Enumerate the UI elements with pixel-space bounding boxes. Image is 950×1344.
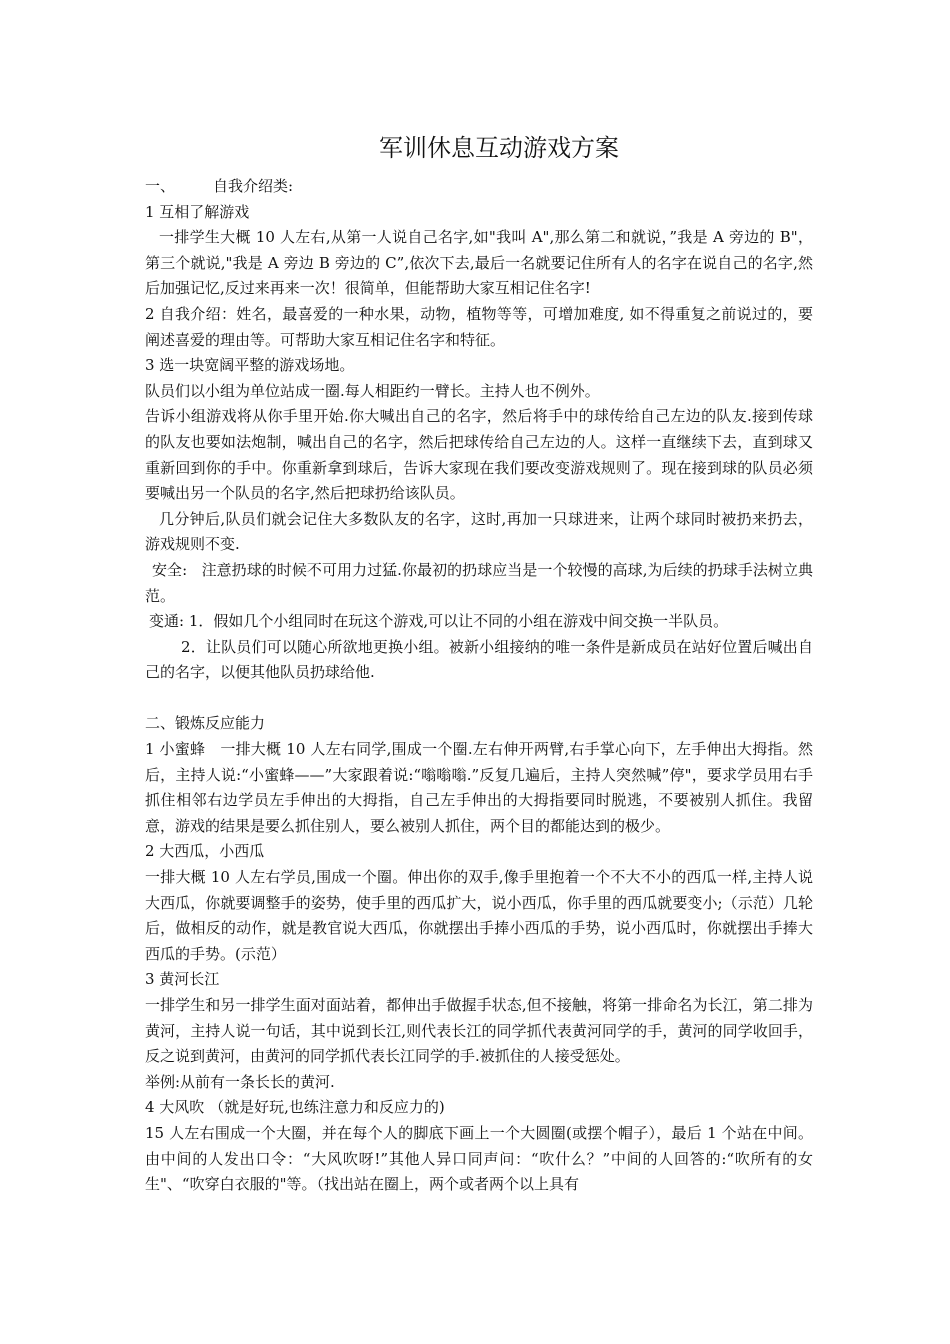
paragraph: 几分钟后,队员们就会记住大多数队友的名字，这时,再加一只球进来，让两个球同时被扔来扔去，游戏规则不变. (145, 509, 813, 554)
item-heading: 2 大西瓜，小西瓜 (145, 842, 265, 861)
document-page (145, 128, 813, 1198)
section1-number: 一、 (145, 177, 176, 195)
item-heading: 3 黄河长江 (145, 970, 220, 989)
paragraph: 2 自我介绍：姓名，最喜爱的一种水果，动物，植物等等，可增加难度, 如不得重复之前说过的，要阐述喜爱的理由等。可帮助大家互相记住名字和特征。 (145, 304, 813, 349)
paragraph: 2．让队员们可以随心所欲地更换小组。被新小组接纳的唯一条件是新成员在站好位置后喊出自己的名字，以便其他队员扔球给他. (145, 637, 813, 682)
paragraph: 一排学生和另一排学生面对面站着，都伸出手做握手状态,但不接触，将第一排命名为长江，第二排为黄河，主持人说一句话，其中说到长江,则代表长江的同学抓代表黄河同学的手，黄河的同学收回手，反之说到黄河，由黄河的同学抓代表长江同学的手.被抓住的人接受惩处。 (145, 996, 813, 1066)
paragraph: 一排学生大概 10 人左右,从第一人说自己名字,如"我叫 A",那么第二和就说，”我是 A 旁边的 B"，第三个就说,"我是 A 旁边 B 旁边的 C”,依次下去,最后一名就要记住所有人的名字在说自己的名字,然后加强记忆,反过来再来一次！很简单，但能帮助大家互相记住名字! (145, 228, 813, 298)
section1-title: 自我介绍类: (213, 177, 294, 195)
section2-heading: 二、锻炼反应能力 (145, 714, 266, 733)
paragraph: 变通: 1．假如几个小组同时在玩这个游戏,可以让不同的小组在游戏中间交换一半队员。 (149, 612, 729, 631)
paragraph: 队员们以小组为单位站成一圈.每人相距约一臂长。主持人也不例外。 (145, 381, 600, 400)
paragraph: 1 小蜜蜂 一排大概 10 人左右同学,围成一个圈.左右伸开两臂,右手掌心向下，左手伸出大拇指。然后，主持人说:“小蜜蜂——”大家跟着说:“嗡嗡嗡.”反复几遍后，主持人突然喊”停"，要求学员用右手抓住相邻右边学员左手伸出的大拇指，自己左手伸出的大拇指要同时脱逃，不要被别人抓住。我留意，游戏的结果是要么抓住别人，要么被别人抓住，两个目的都能达到的极少。 (145, 740, 813, 835)
item-heading: 3 选一块宽阔平整的游戏场地。 (145, 356, 355, 375)
section1-heading (145, 174, 813, 200)
spacer (145, 686, 813, 712)
paragraph: 告诉小组游戏将从你手里开始.你大喊出自己的名字，然后将手中的球传给自己左边的队友.接到传球的队友也要如法炮制，喊出自己的名字，然后把球传给自己左边的人。这样一直继续下去，直到球又重新回到你的手中。你重新拿到球后，告诉大家现在我们要改变游戏规则了。现在接到球的队员必须要喊出另一个队员的名字,然后把球扔给该队员。 (145, 407, 813, 503)
item-heading: 1 互相了解游戏 (145, 202, 250, 221)
item-heading: 4 大风吹 （就是好玩,也练注意力和反应力的) (145, 1098, 445, 1117)
paragraph: 15 人左右围成一个大圈，并在每个人的脚底下画上一个大圆圈(或摆个帽子），最后 1 个站在中间。由中间的人发出口令：“大风吹呀!”其他人异口同声问：“吹什么？”中间的人回答的:“吹所有的女生"、“吹穿白衣服的"等。（找出站在圈上，两个或者两个以上具有 (145, 1123, 813, 1194)
paragraph: 一排大概 10 人左右学员,围成一个圈。伸出你的双手,像手里抱着一个不大不小的西瓜一样,主持人说大西瓜，你就要调整手的姿势，使手里的西瓜扩大，说小西瓜，你手里的西瓜就要变小;（示范）几轮后，做相反的动作，就是教官说大西瓜，你就摆出手捧小西瓜的手势，说小西瓜时，你就摆出手捧大西瓜的手势。(示范） (145, 868, 813, 963)
page-title: 军训休息互动游戏方案 (379, 134, 619, 162)
paragraph: 安全: 注意扔球的时候不可用力过猛.你最初的扔球应当是一个较慢的高球,为后续的扔球手法树立典范。 (145, 560, 813, 605)
paragraph: 举例:从前有一条长长的黄河. (145, 1072, 335, 1091)
